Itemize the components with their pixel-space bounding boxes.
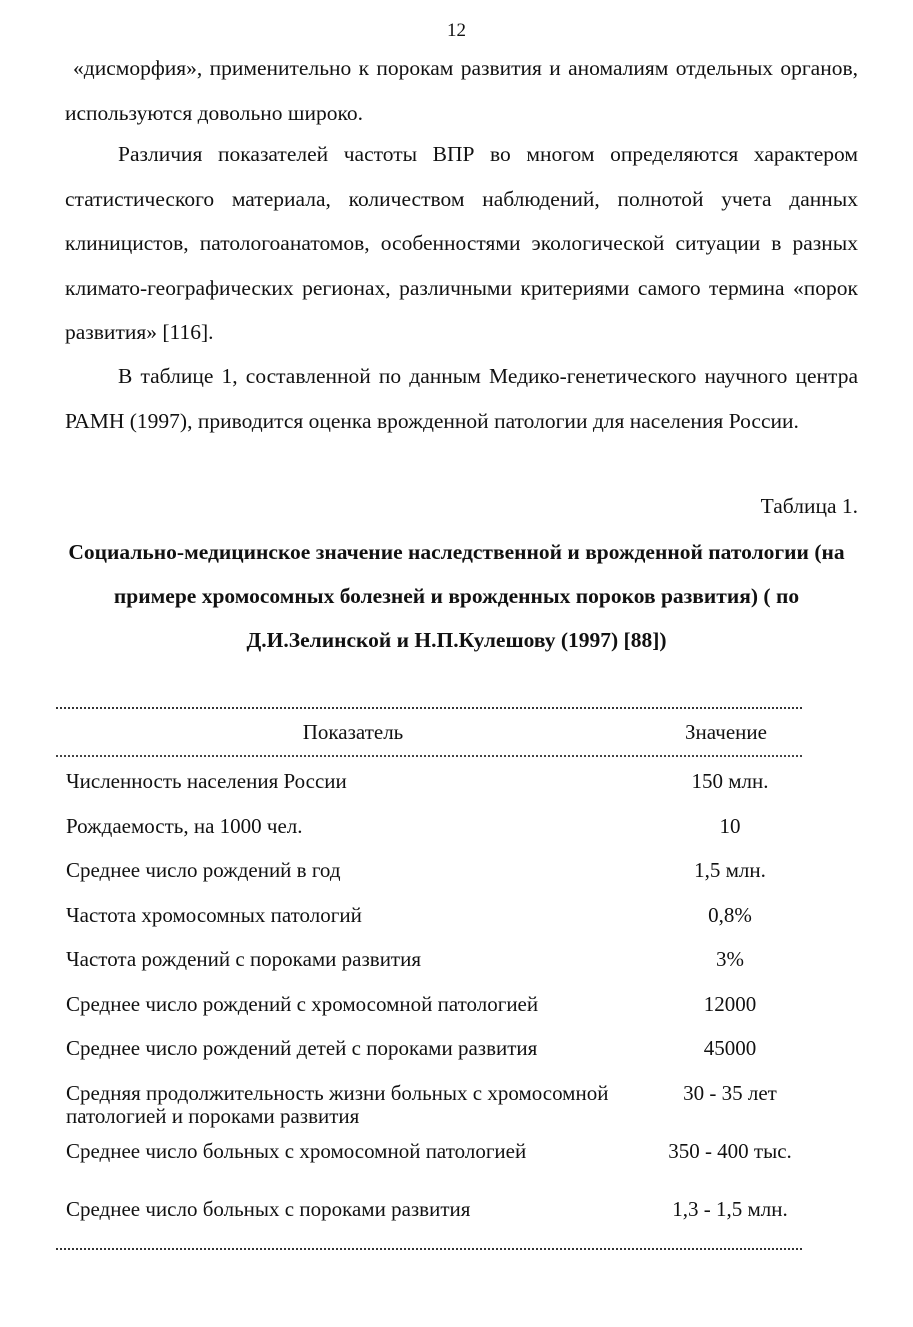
table-title: Социально-медицинское значение наследственной и врожденной патологии (на примере хромосомных болезней и врожденных пороков развития) ( по Д.И.Зелинской и Н.П.Кулешову (1997) [88]) (68, 540, 845, 652)
table-row (56, 937, 802, 982)
table-row (56, 1187, 802, 1246)
row-indicator: Частота рождений с пороками развития (66, 947, 422, 971)
row-value: 30 - 35 лет (683, 1080, 777, 1105)
row-indicator: Среднее число больных с пороками развития (66, 1196, 471, 1221)
table-row (56, 848, 802, 893)
row-value: 1,5 млн. (694, 858, 766, 882)
row-value: 12000 (703, 991, 757, 1016)
table-row (56, 1129, 802, 1187)
header-indicator: Показатель (302, 719, 404, 744)
row-indicator: Среднее число больных с хромосомной патологией (66, 1138, 527, 1163)
row-indicator: Средняя продолжительность жизни больных с хромосомной патологией и пороками развития (66, 1080, 609, 1128)
paragraph-3: В таблице 1, составленной по данным Медико-генетического научного центра РАМН (1997), приводится оценка врожденной патологии для населения России. (65, 364, 858, 433)
row-indicator: Численность населения России (66, 769, 347, 793)
row-value: 150 млн. (691, 769, 769, 793)
row-value: 350 - 400 тыс. (668, 1138, 792, 1163)
table-row (56, 893, 802, 938)
row-indicator: Рождаемость, на 1000 чел. (66, 813, 303, 838)
row-indicator: Среднее число рождений в год (66, 858, 341, 882)
data-table (56, 707, 802, 1250)
table-row (56, 1026, 802, 1071)
table-row (56, 982, 802, 1027)
row-value: 3% (716, 947, 744, 971)
header-value: Значение (685, 719, 767, 744)
table-label: Таблица 1. (760, 494, 858, 518)
row-value: 45000 (703, 1036, 757, 1060)
table-row (56, 1071, 802, 1129)
paragraph-2: Различия показателей частоты ВПР во многом определяются характером статистического материала, количеством наблюдений, полнотой учета данных клиницистов, патологоанатомов, особенностями экологической ситуации в разных климато-географических регионах, различными критериями самого термина «порок развития» [116]. (65, 142, 858, 344)
table-body (56, 757, 802, 1248)
table-header-row (56, 709, 802, 757)
table-row (56, 759, 802, 804)
paragraph-1: «дисморфия», применительно к порокам развития и аномалиям отдельных органов, используются довольно широко. (65, 56, 858, 125)
page-number: 12 (447, 20, 466, 41)
row-value: 1,3 - 1,5 млн. (672, 1196, 788, 1221)
row-indicator: Среднее число рождений с хромосомной патологией (66, 991, 539, 1016)
row-indicator: Частота хромосомных патологий (66, 902, 362, 927)
table-row (56, 804, 802, 849)
row-value: 0,8% (708, 902, 752, 927)
row-indicator: Среднее число рождений детей с пороками развития (66, 1036, 538, 1060)
row-value: 10 (719, 813, 741, 838)
